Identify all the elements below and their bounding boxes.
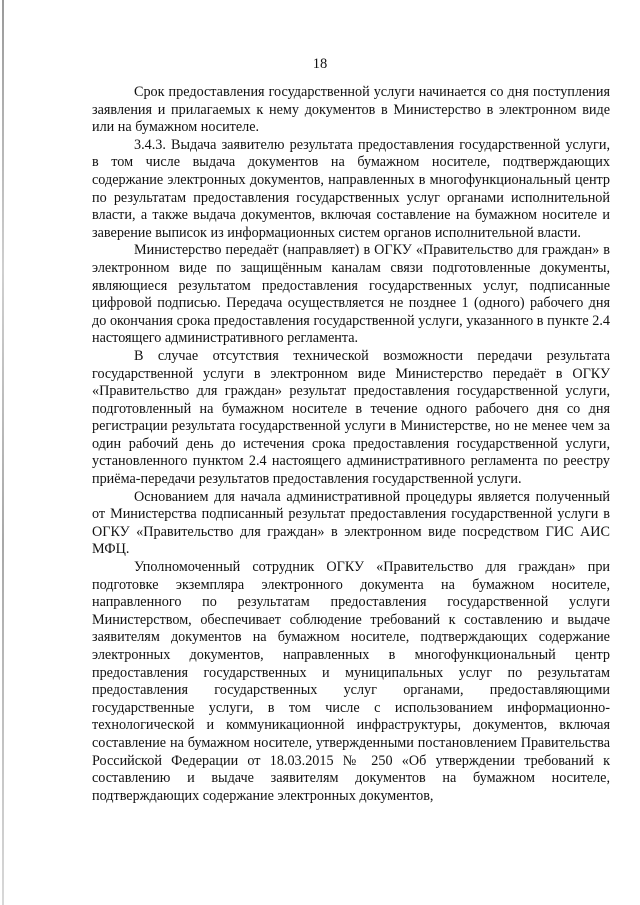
paragraph-authorized-employee: Уполномоченный сотрудник ОГКУ «Правительство для граждан» при подготовке экземпляра электронного документа на бумажном носителе, направленного по результатам предоставления государственной услуги Министерством, обеспечивает соблюдение требований к составлению и выдаче заявителям документов на бумажном носителе, подтверждающих содержание электронных документов, направленных в многофункциональный центр предоставления государственных и муниципальных услуг по результатам предоставления государственных услуг органами, предоставляющими государственные услуги, в том числе с использованием информационно-технологической и коммуникационной инфраструктуры, документов, включая составление на бумажном носителе, утвержденными постановлением Правительства Российской Федерации от 18.03.2015 № 250 «Об утверждении требований к составлению и выдаче заявителям документов на бумажном носителе, подтверждающих содержание электронных документов, bbox=[92, 559, 610, 804]
paragraph-3-4-3-heading: 3.4.3. Выдача заявителю результата предоставления государственной услуги, в том числе выдача документов на бумажном носителе, подтверждающих содержание электронных документов, направленных в многофункциональный центр по результатам предоставления государственных услуг органами исполнительной власти, а также выдача документов, включая составление на бумажном носителе и заверение выписок из информационных систем органов исполнительной власти. bbox=[92, 136, 610, 241]
paragraph-service-term: Срок предоставления государственной услуги начинается со дня поступления заявления и прилагаемых к нему документов в Министерство в электронном виде или на бумажном носителе. bbox=[92, 84, 610, 136]
document-body bbox=[92, 84, 610, 805]
paragraph-procedure-basis: Основанием для начала административной процедуры является полученный от Министерства подписанный результат предоставления государственной услуги в ОГКУ «Правительство для граждан» в электронном виде посредством ГИС АИС МФЦ. bbox=[92, 488, 610, 558]
scan-edge-shadow bbox=[2, 0, 4, 905]
page-number: 18 bbox=[312, 56, 328, 72]
paragraph-no-technical-possibility: В случае отсутствия технической возможности передачи результата государственной услуги в электронном виде Министерство передаёт в ОГКУ «Правительство для граждан» результат предоставления государственной услуги, подготовленный на бумажном носителе в течение одного рабочего дня со дня регистрации результата государственной услуги в Министерстве, но не менее чем за один рабочий день до истечения срока предоставления государственной услуги, установленного пунктом 2.4 настоящего административного регламента по реестру приёма-передачи результатов предоставления государственной услуги. bbox=[92, 347, 610, 488]
paragraph-ministry-transfer: Министерство передаёт (направляет) в ОГКУ «Правительство для граждан» в электронном виде по защищённым каналам связи подготовленные документы, являющиеся результатом предоставления государственных услуг, подписанные цифровой подписью. Передача осуществляется не позднее 1 (одного) рабочего дня до окончания срока предоставления государственной услуги, указанного в пункте 2.4 настоящего административного регламента. bbox=[92, 242, 610, 347]
